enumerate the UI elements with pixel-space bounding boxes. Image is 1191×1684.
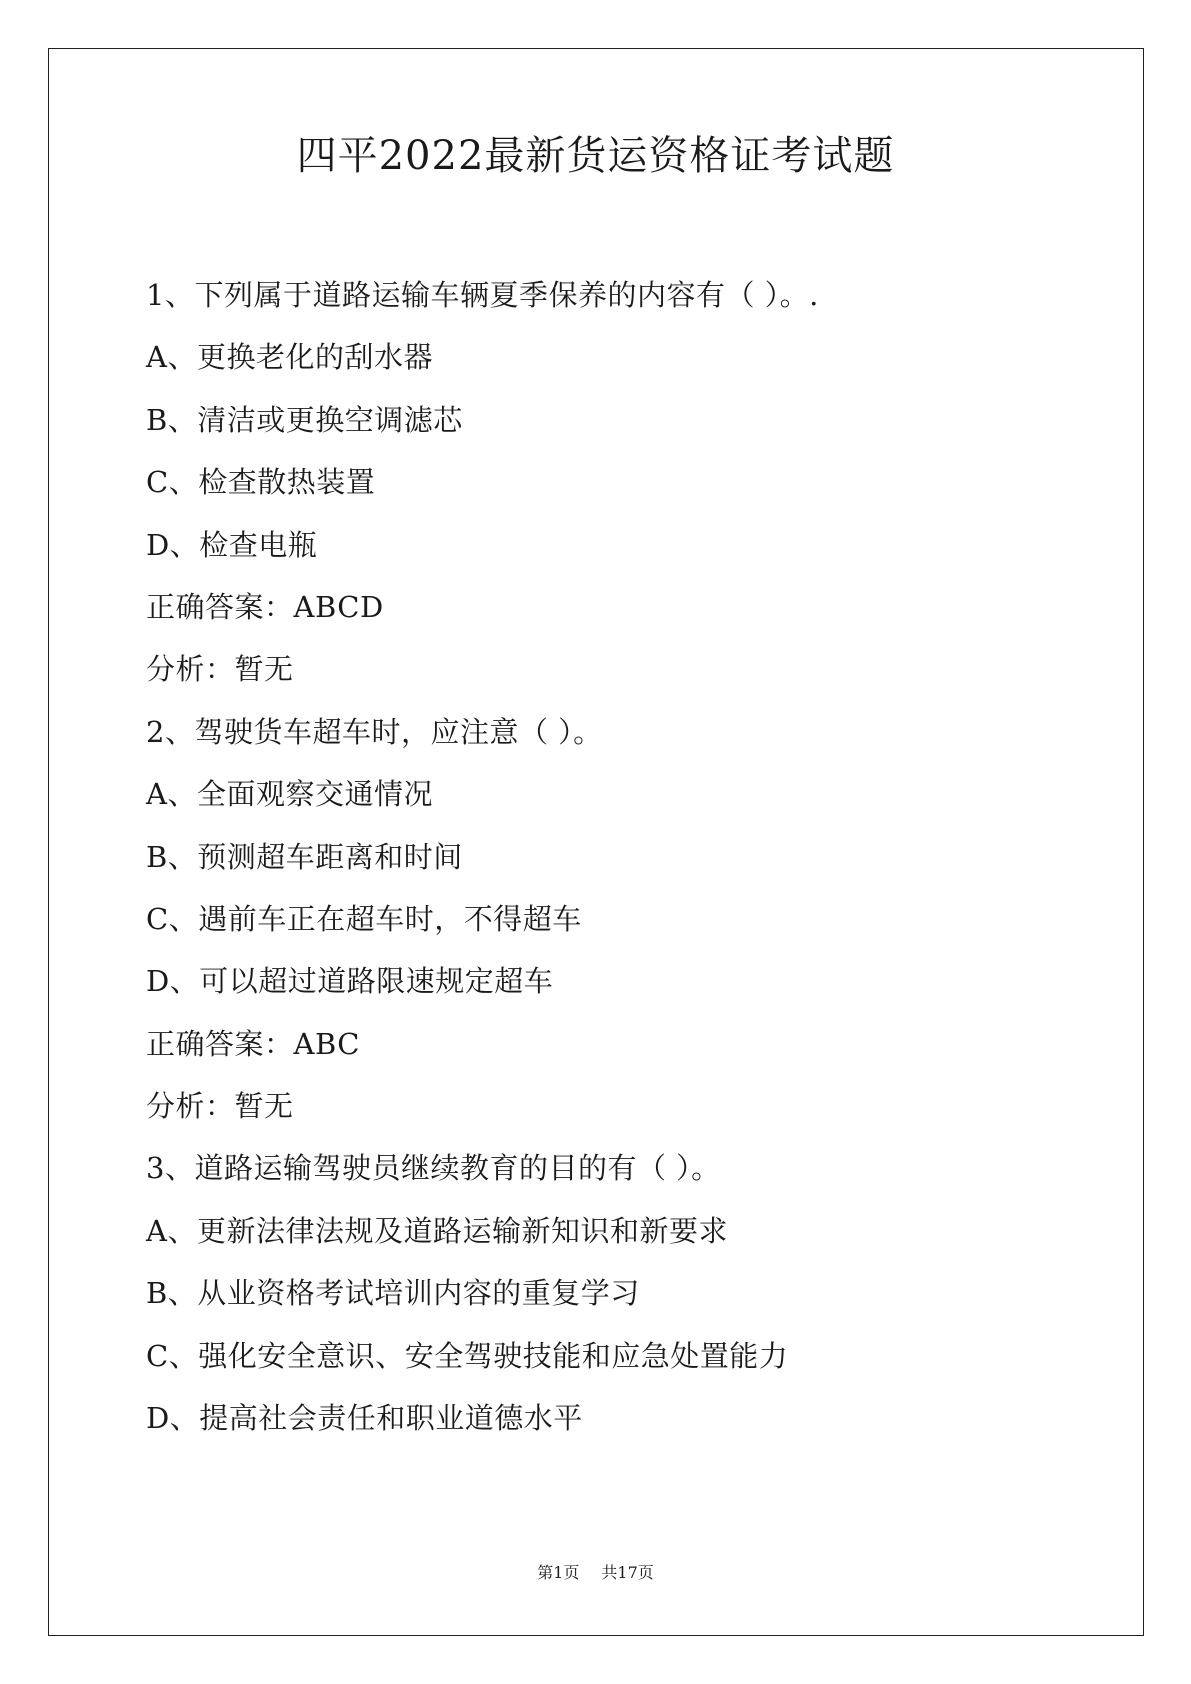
question-list — [146, 264, 1106, 1449]
question-3-option-d: D、提高社会责任和职业道德水平 — [146, 1401, 583, 1436]
question-2-option-a: A、全面观察交通情况 — [146, 777, 433, 812]
question-1-option-d: D、检查电瓶 — [146, 527, 318, 562]
document-title: 四平2022最新货运资格证考试题 — [296, 133, 895, 179]
question-2-option-d: D、可以超过道路限速规定超车 — [146, 964, 554, 999]
question-3-option-b: B、从业资格考试培训内容的重复学习 — [146, 1276, 640, 1311]
question-1-option-a: A、更换老化的刮水器 — [146, 340, 433, 375]
question-3-option-c: C、强化安全意识、安全驾驶技能和应急处置能力 — [146, 1338, 789, 1373]
question-2-option-c: C、遇前车正在超车时，不得超车 — [146, 901, 582, 936]
page-footer — [0, 1562, 1191, 1584]
page-number-current: 第1页 — [537, 1563, 580, 1582]
question-2-analysis: 分析：暂无 — [146, 1089, 294, 1124]
question-2-answer: 正确答案：ABC — [146, 1026, 360, 1061]
question-1-stem: 1、下列属于道路运输车辆夏季保养的内容有（ ）。. — [146, 278, 819, 312]
question-1-answer: 正确答案：ABCD — [146, 589, 384, 624]
page-number-total: 共17页 — [601, 1563, 654, 1582]
question-3-stem: 3、道路运输驾驶员继续教育的目的有（ ）。 — [146, 1151, 721, 1186]
question-2-option-b: B、预测超车距离和时间 — [146, 839, 463, 874]
question-3-option-a: A、更新法律法规及道路运输新知识和新要求 — [146, 1213, 728, 1248]
question-2-stem: 2、驾驶货车超车时，应注意（ ）。 — [146, 714, 603, 749]
question-1-option-c: C、检查散热装置 — [146, 465, 376, 500]
question-1-option-b: B、清洁或更换空调滤芯 — [146, 402, 463, 437]
question-1-analysis: 分析：暂无 — [146, 652, 294, 687]
